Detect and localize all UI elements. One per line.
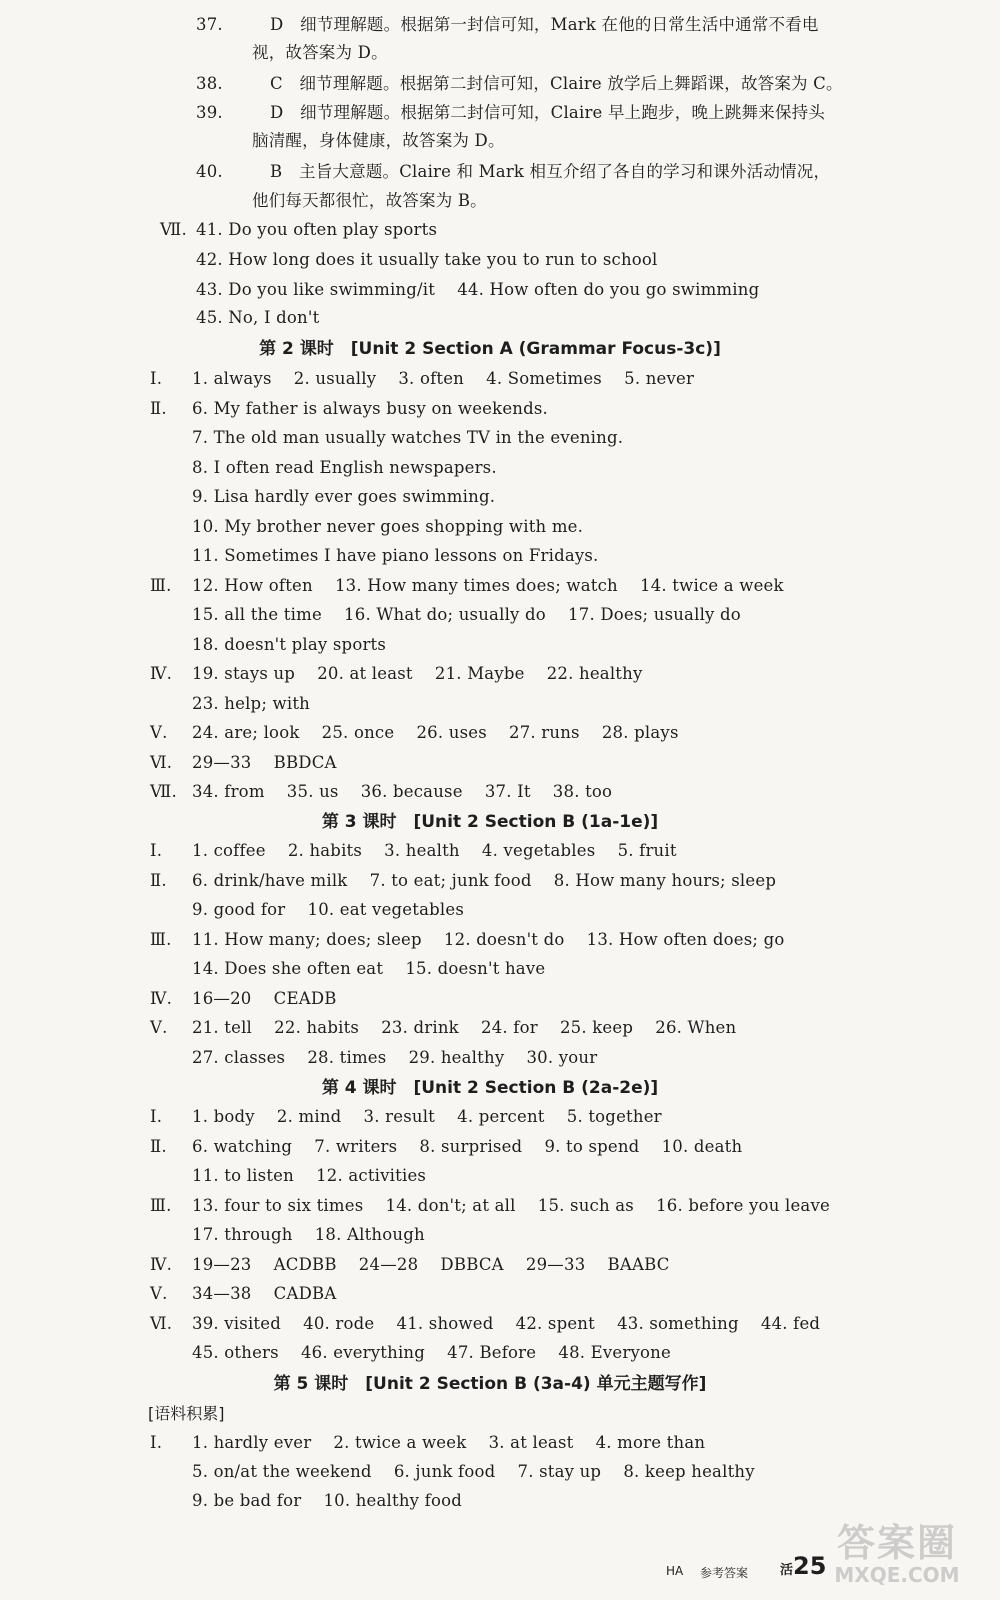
answer-line — [0, 126, 505, 156]
item-text: 他们每天都很忙，故答案为 B。 — [252, 191, 487, 210]
roman-numeral: Ⅲ. — [150, 575, 172, 595]
roman-numeral: Ⅰ. — [150, 1107, 163, 1126]
item-text: 13. four to six times 14. don't; at all 15. such as 16. before you leave — [192, 1195, 830, 1215]
roman-numeral: Ⅴ. — [150, 723, 168, 742]
lesson-heading: 第 3 课时 [Unit 2 Section B (1a-1e)] — [321, 812, 659, 832]
item-text: 12. How often 13. How many times does; watch 14. twice a week — [192, 575, 784, 595]
roman-numeral: Ⅴ. — [150, 1284, 168, 1303]
answer-line — [0, 186, 487, 216]
roman-numeral: Ⅱ. — [150, 398, 167, 418]
item-text: 1. always 2. usually 3. often 4. Sometimes 5. never — [192, 369, 695, 388]
roman-numeral: Ⅱ. — [150, 1136, 167, 1156]
item-text: 21. tell 22. habits 23. drink 24. for 25. keep 26. When — [192, 1018, 737, 1037]
item-text: 14. Does she often eat 15. doesn't have — [192, 959, 546, 978]
item-text: 9. be bad for 10. healthy food — [192, 1491, 462, 1510]
roman-numeral: Ⅶ. — [160, 220, 187, 239]
answer-line — [0, 98, 825, 128]
item-text: 7. The old man usually watches TV in the evening. — [192, 428, 624, 447]
item-text: 45. others 46. everything 47. Before 48. Everyone — [192, 1343, 671, 1362]
answer-line — [0, 69, 843, 99]
roman-numeral: Ⅵ. — [150, 752, 173, 772]
item-text: C 细节理解题。根据第二封信可知，Claire 放学后上舞蹈课，故答案为 C。 — [270, 74, 843, 93]
corpus-accumulation-label: [语料积累] — [148, 1404, 225, 1423]
item-text: 42. How long does it usually take you to run to school — [196, 250, 658, 269]
item-text: 17. through 18. Although — [192, 1225, 425, 1244]
item-text: 24. are; look 25. once 26. uses 27. runs 28. plays — [192, 723, 679, 742]
item-number: 37. — [196, 15, 223, 34]
item-text: 1. body 2. mind 3. result 4. percent 5. together — [192, 1107, 662, 1126]
item-text: 16—20 CEADB — [192, 988, 337, 1008]
answer-line — [0, 10, 819, 40]
roman-numeral: Ⅲ. — [150, 929, 172, 949]
watermark-text: 答案圈 — [836, 1521, 957, 1565]
item-text: 18. doesn't play sports — [192, 634, 387, 654]
roman-numeral: Ⅵ. — [150, 1313, 173, 1333]
page-number-value: 25 — [793, 1552, 827, 1580]
item-text: 11. How many; does; sleep 12. doesn't do 13. How often does; go — [192, 929, 785, 949]
item-text: 1. hardly ever 2. twice a week 3. at least 4. more than — [192, 1433, 706, 1452]
answer-line — [0, 157, 830, 187]
item-text: 43. Do you like swimming/it 44. How often do you go swimming — [196, 280, 760, 299]
item-text: 34. from 35. us 36. because 37. It 38. too — [192, 782, 613, 801]
page-prefix: 活 — [780, 1563, 794, 1578]
item-text: 视，故答案为 D。 — [252, 43, 388, 62]
item-text: 6. My father is always busy on weekends. — [192, 398, 548, 418]
item-text: 脑清醒，身体健康，故答案为 D。 — [252, 131, 505, 150]
roman-numeral: Ⅳ. — [150, 988, 173, 1008]
item-text: 9. Lisa hardly ever goes swimming. — [192, 487, 496, 506]
roman-numeral: Ⅲ. — [150, 1195, 172, 1215]
watermark-url: MXQE.COM — [834, 1563, 960, 1587]
item-text: 6. watching 7. writers 8. surprised 9. to spend 10. death — [192, 1136, 743, 1156]
item-text: 23. help; with — [192, 693, 310, 713]
roman-numeral: Ⅱ. — [150, 870, 167, 890]
item-text: D 细节理解题。根据第二封信可知，Claire 早上跑步，晚上跳舞来保持头 — [270, 103, 826, 122]
item-number: 39. — [196, 103, 223, 122]
item-text: 8. I often read English newspapers. — [192, 457, 497, 477]
item-text: 9. good for 10. eat vegetables — [192, 900, 465, 919]
roman-numeral: Ⅳ. — [150, 1254, 173, 1274]
item-text: 27. classes 28. times 29. healthy 30. your — [192, 1047, 598, 1067]
item-number: 40. — [196, 162, 223, 181]
roman-numeral: Ⅰ. — [150, 841, 163, 860]
item-text: 19. stays up 20. at least 21. Maybe 22. healthy — [192, 664, 643, 683]
item-text: B 主旨大意题。Claire 和 Mark 相互介绍了各自的学习和课外活动情况， — [270, 162, 831, 181]
lesson-heading: 第 5 课时 [Unit 2 Section B (3a-4) 单元主题写作] — [273, 1374, 707, 1394]
lesson-heading: 第 2 课时 [Unit 2 Section A (Grammar Focus-3c)] — [259, 339, 721, 359]
item-text: 6. drink/have milk 7. to eat; junk food 8. How many hours; sleep — [192, 870, 777, 890]
item-number: 38. — [196, 74, 223, 93]
watermark-logo — [812, 1522, 982, 1592]
item-text: 34—38 CADBA — [192, 1284, 337, 1303]
item-text: 15. all the time 16. What do; usually do 17. Does; usually do — [192, 605, 741, 624]
roman-numeral: Ⅶ. — [150, 782, 177, 801]
roman-numeral: Ⅳ. — [150, 664, 173, 683]
footer-label: 参考答案 — [700, 1566, 749, 1580]
roman-numeral: Ⅰ. — [150, 369, 163, 388]
item-text: 41. Do you often play sports — [196, 220, 438, 239]
roman-numeral: Ⅴ. — [150, 1018, 168, 1037]
answer-line — [0, 38, 388, 68]
item-text: 29—33 BBDCA — [192, 752, 337, 772]
item-text: D 细节理解题。根据第一封信可知，Mark 在他的日常生活中通常不看电 — [270, 15, 819, 34]
item-text: 45. No, I don't — [196, 308, 320, 327]
edition-code: HA — [666, 1564, 684, 1578]
item-text: 1. coffee 2. habits 3. health 4. vegetables 5. fruit — [192, 841, 677, 860]
item-text: 19—23 ACDBB 24—28 DBBCA 29—33 BAABC — [192, 1254, 670, 1274]
item-text: 5. on/at the weekend 6. junk food 7. stay up 8. keep healthy — [192, 1462, 755, 1481]
item-text: 39. visited 40. rode 41. showed 42. spent 43. something 44. fed — [192, 1313, 821, 1333]
lesson-heading: 第 4 课时 [Unit 2 Section B (2a-2e)] — [321, 1078, 659, 1098]
item-text: 11. to listen 12. activities — [192, 1166, 427, 1185]
item-text: 11. Sometimes I have piano lessons on Fridays. — [192, 546, 599, 565]
roman-numeral: Ⅰ. — [150, 1433, 163, 1452]
item-text: 10. My brother never goes shopping with me. — [192, 516, 584, 536]
